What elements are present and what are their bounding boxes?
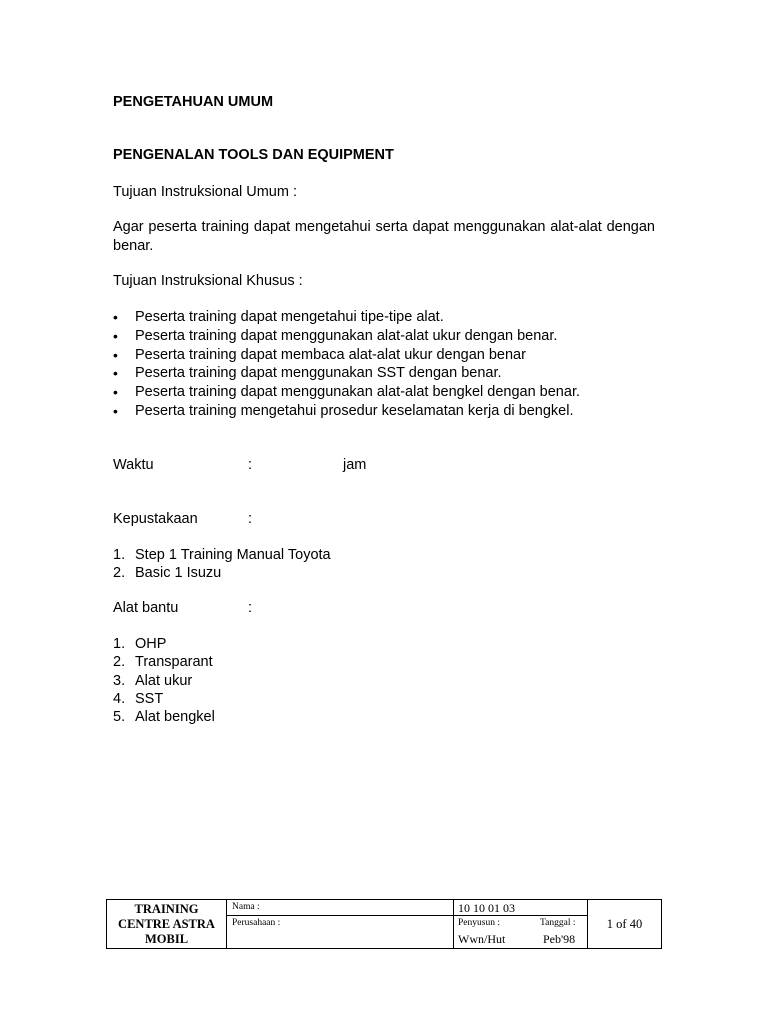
doc-code: 10 10 01 03 [458, 901, 515, 915]
list-item: • Peserta training dapat menggunakan alat-alat ukur dengan benar. [113, 327, 580, 346]
tiu-text: Agar peserta training dapat mengetahui serta dapat menggunakan alat-alat dengan benar. [113, 219, 655, 254]
list-item: 5. Alat bengkel [113, 709, 215, 726]
section-title: PENGENALAN TOOLS DAN EQUIPMENT [113, 147, 394, 163]
perusahaan-label: Perusahaan : [232, 918, 281, 928]
penyusun-label: Penyusun : [458, 918, 500, 928]
alat-bantu-list [113, 635, 215, 726]
waktu-label: Waktu [113, 457, 154, 473]
tiu-label: Tujuan Instruksional Umum : [113, 184, 298, 200]
footer-table [106, 899, 662, 949]
nama-label: Nama : [232, 902, 260, 912]
waktu-colon: : [248, 457, 253, 473]
waktu-value: jam [343, 457, 367, 473]
name-company-cell [227, 900, 454, 948]
kepustakaan-colon: : [248, 511, 253, 527]
list-item: • Peserta training dapat mengetahui tipe-tipe alat. [113, 308, 580, 327]
tik-list [113, 308, 580, 421]
list-item: 2. Transparant [113, 654, 213, 671]
doc-info-cell [454, 900, 588, 948]
list-item: 4. SST [113, 690, 164, 707]
alat-bantu-colon: : [248, 600, 253, 616]
list-item: • Peserta training dapat membaca alat-alat ukur dengan benar [113, 346, 580, 365]
page-number: 1 of 40 [606, 917, 643, 931]
list-item: 2. Basic 1 Isuzu [113, 565, 222, 582]
penyusun-value: Wwn/Hut [458, 932, 506, 946]
tik-label: Tujuan Instruksional Khusus : [113, 273, 303, 289]
page-title: PENGETAHUAN UMUM [113, 94, 274, 110]
list-item: • Peserta training mengetahui prosedur keselamatan kerja di bengkel. [113, 402, 580, 421]
list-item: 1. Step 1 Training Manual Toyota [113, 547, 331, 563]
list-item: • Peserta training dapat menggunakan alat-alat bengkel dengan benar. [113, 383, 580, 402]
list-item: 3. Alat ukur [113, 672, 193, 689]
tanggal-label: Tanggal : [540, 918, 576, 928]
kepustakaan-label: Kepustakaan [113, 511, 198, 527]
list-item: 1. OHP [113, 636, 167, 652]
alat-bantu-label: Alat bantu [113, 600, 179, 616]
kepustakaan-list [113, 546, 331, 583]
list-item: • Peserta training dapat menggunakan SST dengan benar. [113, 364, 580, 383]
tanggal-value: Peb'98 [543, 932, 576, 946]
org-name: TRAINING CENTRE ASTRA MOBIL [107, 900, 227, 948]
